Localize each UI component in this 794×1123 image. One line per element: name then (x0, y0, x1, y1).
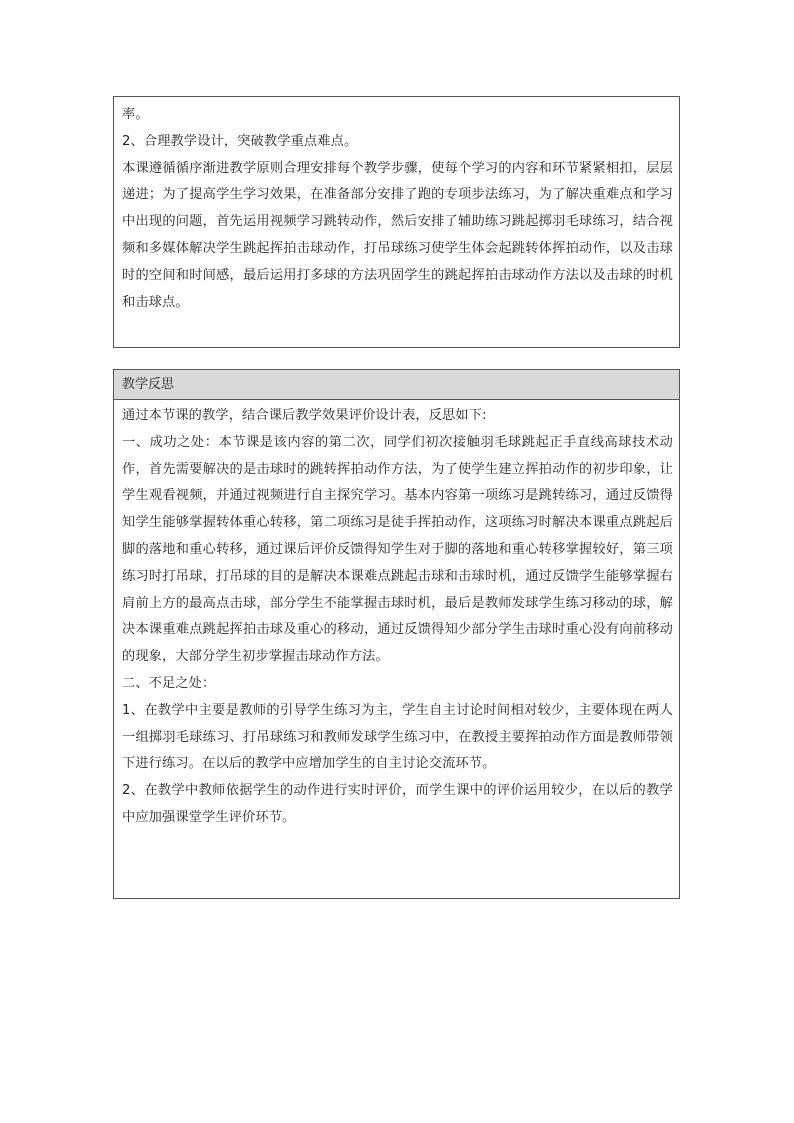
paragraph-shortcomings-heading: 二、不足之处： (122, 675, 216, 691)
teaching-reflection-section (113, 369, 680, 899)
paragraph-design-body: 本课遵循循序渐进教学原则合理安排每个教学步骤，使每个学习的内容和环节紧紧相扣，层层递进；为了提高学生学习效果，在准备部分安排了跑的专项步法练习，为了解决重难点和学习中出现的问题，首先运用视频学习跳转动作，然后安排了辅助练习跳起掷羽毛球练习，结合视频和多媒体解决学生跳起挥拍击球动作，打吊球练习使学生体会起跳转体挥拍动作，以及击球时的空间和时间感，最后运用打多球的方法巩固学生的跳起挥拍击球动作方法以及击球的时机和击球点。 (122, 160, 673, 310)
paragraph-successes: 一、成功之处：本节课是该内容的第二次，同学们初次接触羽毛球跳起正手直线高球技术动作，首先需要解决的是击球时的跳转挥拍动作方法，为了使学生建立挥拍动作的初步印象，让学生观看视频，并通过视频进行自主探究学习。基本内容第一项练习是跳转练习，通过反馈得知学生能够掌握转体重心转移，第二项练习是徒手挥拍动作，这项练习时解决本课重点跳起后脚的落地和重心转移，通过课后评价反馈得知学生对于脚的落地和重心转移掌握较好，第三项练习时打吊球，打吊球的目的是解决本课难点跳起击球和击球时机，通过反馈学生能够掌握右肩前上方的最高点击球，部分学生不能掌握击球时机，最后是教师发球学生练习移动的球，解决本课重难点跳起挥拍击球及重心的移动，通过反馈得知少部分学生击球时重心没有向前移动的现象，大部分学生初步掌握击球动作方法。 (122, 434, 673, 665)
paragraph-rate-ending: 率。 (122, 107, 149, 122)
paragraph-shortcoming-1: 1、在教学中主要是教师的引导学生练习为主，学生自主讨论时间相对较少，主要体现在两人一组掷羽毛球练习、打吊球练习和教师发球学生练习中，在教授主要挥拍动作方面是教师带领下进行练习。在以后的教学中应增加学生的自主讨论交流环节。 (122, 702, 673, 772)
paragraph-shortcoming-2: 2、在教学中教师依据学生的动作进行实时评价，而学生课中的评价运用较少，在以后的教学中应加强课堂学生评价环节。 (122, 783, 673, 825)
paragraph-reflection-intro: 通过本节课的教学，结合课后教学效果评价设计表，反思如下: (122, 408, 487, 423)
reflection-title: 教学反思 (114, 370, 679, 400)
reflection-body (114, 400, 679, 832)
paragraph-design-heading: 2、合理教学设计，突破教学重点难点。 (122, 133, 358, 149)
teaching-design-section (113, 96, 680, 348)
